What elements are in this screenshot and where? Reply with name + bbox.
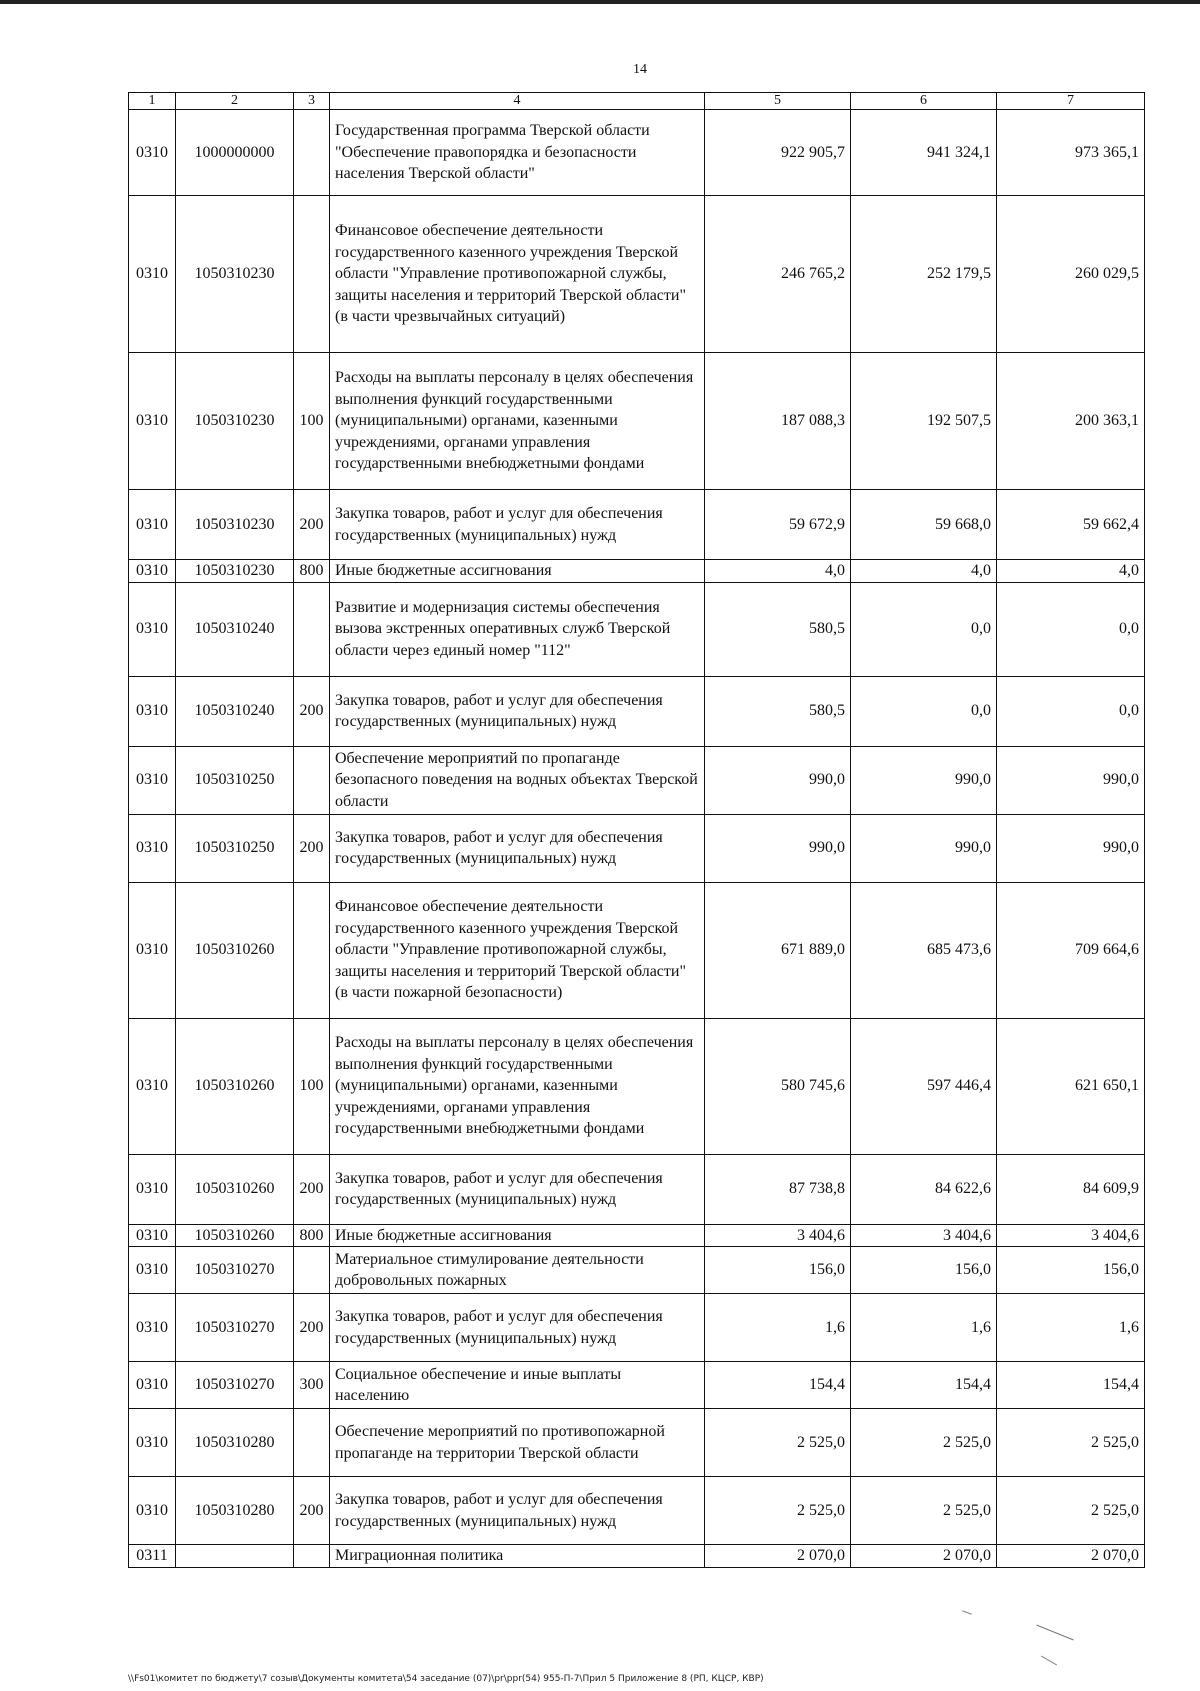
amount-year-2: 84 622,6: [851, 1154, 997, 1224]
target-article-code: 1050310230: [176, 560, 294, 583]
target-article-code: 1050310250: [176, 746, 294, 814]
amount-year-3: 3 404,6: [997, 1224, 1145, 1247]
page-number: 14: [633, 62, 647, 77]
section-code: 0310: [129, 814, 176, 882]
item-name: Иные бюджетные ассигнования: [330, 1224, 705, 1247]
footer-file-path: \\Fs01\комитет по бюджету\7 созыв\Документы комитета\54 заседание (07)\pr\ppr(54) 955-П-7\Прил 5 Приложение 8 (РП, КЦСР, КВР): [128, 1674, 764, 1684]
expense-type-code: 200: [294, 1294, 330, 1362]
section-code: 0310: [129, 1018, 176, 1154]
table-row: [129, 1362, 1145, 1409]
target-article-code: 1050310260: [176, 1154, 294, 1224]
table-row: [129, 676, 1145, 746]
amount-year-2: 192 507,5: [851, 353, 997, 490]
amount-year-2: 990,0: [851, 746, 997, 814]
amount-year-3: 990,0: [997, 746, 1145, 814]
item-name: Закупка товаров, работ и услуг для обеспечения государственных (муниципальных) нужд: [330, 490, 705, 560]
item-name: Социальное обеспечение и иные выплаты населению: [330, 1362, 705, 1409]
amount-year-2: 3 404,6: [851, 1224, 997, 1247]
section-code: 0310: [129, 1409, 176, 1477]
expense-type-code: 200: [294, 1154, 330, 1224]
amount-year-3: 2 525,0: [997, 1409, 1145, 1477]
item-name: Закупка товаров, работ и услуг для обеспечения государственных (муниципальных) нужд: [330, 1154, 705, 1224]
amount-year-3: 990,0: [997, 814, 1145, 882]
item-name: Финансовое обеспечение деятельности государственного казенного учреждения Тверской области "Управление противопожарной службы, защиты населения и территорий Тверской области" (в части чрезвычайных ситуаций): [330, 196, 705, 353]
amount-year-3: 260 029,5: [997, 196, 1145, 353]
column-header: 7: [997, 93, 1145, 110]
table-row: [129, 1409, 1145, 1477]
amount-year-1: 2 070,0: [705, 1545, 851, 1568]
amount-year-3: 0,0: [997, 582, 1145, 676]
table-row: [129, 814, 1145, 882]
item-name: Расходы на выплаты персоналу в целях обеспечения выполнения функций государственными (муниципальными) органами, казенными учреждениями, органами управления государственными внебюджетными фондами: [330, 353, 705, 490]
target-article-code: [176, 1545, 294, 1568]
target-article-code: 1050310280: [176, 1477, 294, 1545]
section-code: 0310: [129, 1362, 176, 1409]
amount-year-1: 2 525,0: [705, 1477, 851, 1545]
item-name: Закупка товаров, работ и услуг для обеспечения государственных (муниципальных) нужд: [330, 814, 705, 882]
column-header: 4: [330, 93, 705, 110]
section-code: 0311: [129, 1545, 176, 1568]
target-article-code: 1050310240: [176, 582, 294, 676]
item-name: Миграционная политика: [330, 1545, 705, 1568]
table-row: [129, 1545, 1145, 1568]
table-row: [129, 1294, 1145, 1362]
table-row: [129, 1154, 1145, 1224]
target-article-code: 1050310260: [176, 882, 294, 1018]
amount-year-1: 154,4: [705, 1362, 851, 1409]
item-name: Закупка товаров, работ и услуг для обеспечения государственных (муниципальных) нужд: [330, 1477, 705, 1545]
expense-type-code: 100: [294, 353, 330, 490]
target-article-code: 1050310250: [176, 814, 294, 882]
item-name: Расходы на выплаты персоналу в целях обеспечения выполнения функций государственными (муниципальными) органами, казенными учреждениями, органами управления государственными внебюджетными фондами: [330, 1018, 705, 1154]
section-code: 0310: [129, 882, 176, 1018]
section-code: 0310: [129, 353, 176, 490]
section-code: 0310: [129, 110, 176, 196]
amount-year-2: 990,0: [851, 814, 997, 882]
expense-type-code: [294, 1545, 330, 1568]
section-code: 0310: [129, 582, 176, 676]
expense-type-code: [294, 746, 330, 814]
target-article-code: 1050310230: [176, 490, 294, 560]
target-article-code: 1050310230: [176, 353, 294, 490]
amount-year-1: 922 905,7: [705, 110, 851, 196]
amount-year-3: 2 525,0: [997, 1477, 1145, 1545]
budget-table: [128, 92, 1145, 1568]
amount-year-3: 709 664,6: [997, 882, 1145, 1018]
table-row: [129, 110, 1145, 196]
amount-year-2: 2 070,0: [851, 1545, 997, 1568]
amount-year-1: 156,0: [705, 1247, 851, 1294]
target-article-code: 1050310240: [176, 676, 294, 746]
target-article-code: 1050310280: [176, 1409, 294, 1477]
table-row: [129, 582, 1145, 676]
amount-year-1: 87 738,8: [705, 1154, 851, 1224]
page-top-border: [0, 0, 1200, 4]
target-article-code: 1050310260: [176, 1224, 294, 1247]
amount-year-2: 156,0: [851, 1247, 997, 1294]
expense-type-code: [294, 1247, 330, 1294]
expense-type-code: 200: [294, 490, 330, 560]
scan-mark: [1041, 1656, 1057, 1666]
item-name: Иные бюджетные ассигнования: [330, 560, 705, 583]
amount-year-2: 0,0: [851, 582, 997, 676]
target-article-code: 1050310260: [176, 1018, 294, 1154]
table-row: [129, 196, 1145, 353]
amount-year-2: 1,6: [851, 1294, 997, 1362]
amount-year-3: 154,4: [997, 1362, 1145, 1409]
item-name: Материальное стимулирование деятельности добровольных пожарных: [330, 1247, 705, 1294]
target-article-code: 1050310270: [176, 1247, 294, 1294]
section-code: 0310: [129, 490, 176, 560]
amount-year-1: 59 672,9: [705, 490, 851, 560]
amount-year-1: 1,6: [705, 1294, 851, 1362]
column-header: 1: [129, 93, 176, 110]
table-row: [129, 560, 1145, 583]
table-row: [129, 1224, 1145, 1247]
amount-year-1: 187 088,3: [705, 353, 851, 490]
expense-type-code: 800: [294, 560, 330, 583]
item-name: Развитие и модернизация системы обеспечения вызова экстренных оперативных служб Тверской области через единый номер "112": [330, 582, 705, 676]
amount-year-3: 200 363,1: [997, 353, 1145, 490]
amount-year-2: 252 179,5: [851, 196, 997, 353]
amount-year-2: 0,0: [851, 676, 997, 746]
amount-year-1: 2 525,0: [705, 1409, 851, 1477]
table-row: [129, 746, 1145, 814]
amount-year-2: 59 668,0: [851, 490, 997, 560]
expense-type-code: 300: [294, 1362, 330, 1409]
section-code: 0310: [129, 1477, 176, 1545]
item-name: Государственная программа Тверской области "Обеспечение правопорядка и безопасности населения Тверской области": [330, 110, 705, 196]
amount-year-1: 580 745,6: [705, 1018, 851, 1154]
amount-year-3: 2 070,0: [997, 1545, 1145, 1568]
column-header: 6: [851, 93, 997, 110]
amount-year-3: 973 365,1: [997, 110, 1145, 196]
section-code: 0310: [129, 1247, 176, 1294]
target-article-code: 1050310270: [176, 1362, 294, 1409]
amount-year-3: 621 650,1: [997, 1018, 1145, 1154]
amount-year-2: 4,0: [851, 560, 997, 583]
column-number-row: [129, 93, 1145, 110]
amount-year-1: 580,5: [705, 582, 851, 676]
column-header: 5: [705, 93, 851, 110]
section-code: 0310: [129, 1154, 176, 1224]
item-name: Закупка товаров, работ и услуг для обеспечения государственных (муниципальных) нужд: [330, 1294, 705, 1362]
expense-type-code: 100: [294, 1018, 330, 1154]
expense-type-code: [294, 196, 330, 353]
amount-year-2: 941 324,1: [851, 110, 997, 196]
scan-mark: [962, 1610, 972, 1614]
expense-type-code: 200: [294, 676, 330, 746]
item-name: Обеспечение мероприятий по противопожарной пропаганде на территории Тверской области: [330, 1409, 705, 1477]
amount-year-2: 597 446,4: [851, 1018, 997, 1154]
item-name: Закупка товаров, работ и услуг для обеспечения государственных (муниципальных) нужд: [330, 676, 705, 746]
amount-year-2: 685 473,6: [851, 882, 997, 1018]
amount-year-1: 4,0: [705, 560, 851, 583]
amount-year-1: 246 765,2: [705, 196, 851, 353]
section-code: 0310: [129, 1224, 176, 1247]
expense-type-code: 200: [294, 1477, 330, 1545]
section-code: 0310: [129, 560, 176, 583]
item-name: Обеспечение мероприятий по пропаганде безопасного поведения на водных объектах Тверской области: [330, 746, 705, 814]
table-row: [129, 353, 1145, 490]
amount-year-3: 0,0: [997, 676, 1145, 746]
section-code: 0310: [129, 1294, 176, 1362]
amount-year-1: 671 889,0: [705, 882, 851, 1018]
section-code: 0310: [129, 196, 176, 353]
target-article-code: 1050310230: [176, 196, 294, 353]
table-row: [129, 1018, 1145, 1154]
amount-year-1: 990,0: [705, 814, 851, 882]
amount-year-1: 580,5: [705, 676, 851, 746]
amount-year-2: 154,4: [851, 1362, 997, 1409]
column-header: 3: [294, 93, 330, 110]
scan-mark: [1036, 1625, 1073, 1641]
amount-year-3: 4,0: [997, 560, 1145, 583]
table-row: [129, 882, 1145, 1018]
expense-type-code: [294, 582, 330, 676]
table-row: [129, 1477, 1145, 1545]
section-code: 0310: [129, 676, 176, 746]
amount-year-3: 84 609,9: [997, 1154, 1145, 1224]
expense-type-code: [294, 110, 330, 196]
expense-type-code: [294, 1409, 330, 1477]
target-article-code: 1000000000: [176, 110, 294, 196]
amount-year-2: 2 525,0: [851, 1409, 997, 1477]
table-row: [129, 490, 1145, 560]
expense-type-code: [294, 882, 330, 1018]
column-header: 2: [176, 93, 294, 110]
expense-type-code: 800: [294, 1224, 330, 1247]
amount-year-2: 2 525,0: [851, 1477, 997, 1545]
item-name: Финансовое обеспечение деятельности государственного казенного учреждения Тверской области "Управление противопожарной службы, защиты населения и территорий Тверской области" (в части пожарной безопасности): [330, 882, 705, 1018]
expense-type-code: 200: [294, 814, 330, 882]
amount-year-1: 3 404,6: [705, 1224, 851, 1247]
amount-year-1: 990,0: [705, 746, 851, 814]
amount-year-3: 59 662,4: [997, 490, 1145, 560]
section-code: 0310: [129, 746, 176, 814]
table-row: [129, 1247, 1145, 1294]
amount-year-3: 1,6: [997, 1294, 1145, 1362]
amount-year-3: 156,0: [997, 1247, 1145, 1294]
target-article-code: 1050310270: [176, 1294, 294, 1362]
